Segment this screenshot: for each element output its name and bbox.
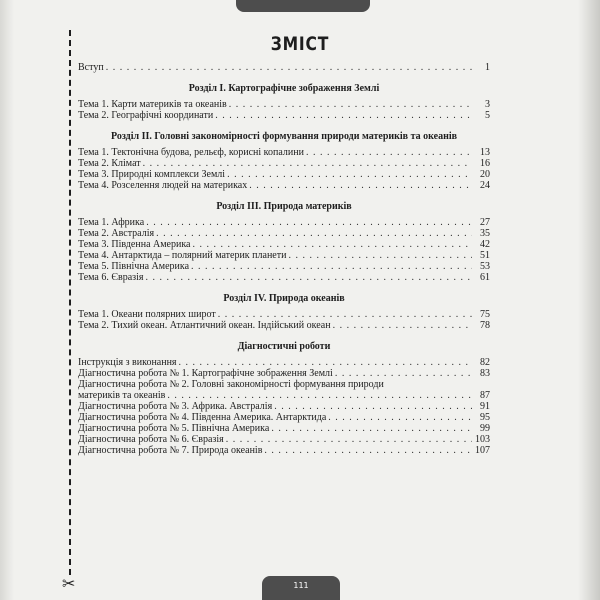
toc-entry[interactable]: [78, 272, 490, 283]
entry-label: Діагностична робота № 7. Природа океанів: [78, 445, 263, 456]
entry-page: 20: [480, 169, 490, 180]
leader-dots: [335, 368, 472, 379]
entry-label: Діагностична робота № 3. Африка. Австралія: [78, 401, 273, 412]
leader-dots: [333, 320, 472, 331]
entry-page: 103: [475, 434, 490, 445]
entry-label: Тема 2. Географічні координати: [78, 110, 214, 121]
toc-entry[interactable]: [78, 180, 490, 191]
leader-dots: [227, 169, 472, 180]
page-number: 111: [293, 581, 309, 590]
entry-label: Тема 1. Карти материків та океанів: [78, 99, 227, 110]
entry-page: 16: [480, 158, 490, 169]
entry-label: Тема 1. Тектонічна будова, рельєф, корисні копалини: [78, 147, 304, 158]
toc-entry[interactable]: [78, 147, 490, 158]
toc-entry[interactable]: [78, 320, 490, 331]
leader-dots: [271, 423, 472, 434]
leader-dots: [306, 147, 472, 158]
leader-dots: [226, 434, 472, 445]
toc-entry[interactable]: [78, 368, 490, 379]
toc-entry[interactable]: [78, 309, 490, 320]
entry-page: 13: [480, 147, 490, 158]
entry-label: Тема 5. Північна Америка: [78, 261, 190, 272]
leader-dots: [106, 62, 472, 73]
entry-page: 53: [480, 261, 490, 272]
entry-page: 107: [475, 445, 490, 456]
toc-entry[interactable]: [78, 217, 490, 228]
top-tab: [236, 0, 370, 12]
entry-label: Інструкція з виконання: [78, 357, 177, 368]
entry-page: 99: [480, 423, 490, 434]
entry-label: Діагностична робота № 6. Євразія: [78, 434, 224, 445]
toc-entry[interactable]: [78, 169, 490, 180]
leader-dots: [145, 272, 472, 283]
entry-label: Тема 2. Клімат: [78, 158, 141, 169]
toc-entry[interactable]: [78, 250, 490, 261]
entry-page: 95: [480, 412, 490, 423]
entry-page: 24: [480, 180, 490, 191]
entry-page: 3: [485, 99, 490, 110]
entry-page: 51: [480, 250, 490, 261]
cut-line: [69, 30, 71, 575]
page-title: ЗМІСТ: [270, 33, 330, 55]
toc-entry-intro[interactable]: [78, 62, 490, 73]
section-heading: Розділ ІІ. Головні закономірності формування природи материків та океанів: [110, 131, 458, 142]
leader-dots: [229, 99, 472, 110]
entry-page: 75: [480, 309, 490, 320]
toc-entry[interactable]: [78, 110, 490, 121]
page-shadow-right: [578, 0, 600, 600]
leader-dots: [179, 357, 472, 368]
entry-page: 5: [485, 110, 490, 121]
section-heading: Діагностичні роботи: [237, 341, 331, 352]
leader-dots: [167, 390, 472, 401]
toc-entry[interactable]: [78, 445, 490, 456]
leader-dots: [218, 309, 472, 320]
toc-entry[interactable]: [78, 379, 490, 401]
leader-dots: [215, 110, 472, 121]
entry-label: Тема 3. Природні комплекси Землі: [78, 169, 226, 180]
entry-label-continued: материків та океанів: [78, 390, 166, 401]
entry-page: 42: [480, 239, 490, 250]
section-heading: Розділ IV. Природа океанів: [223, 293, 345, 304]
leader-dots: [143, 158, 472, 169]
entry-label: Тема 6. Євразія: [78, 272, 144, 283]
leader-dots: [328, 412, 472, 423]
entry-label: Тема 4. Розселення людей на материках: [78, 180, 248, 191]
toc-entry[interactable]: [78, 401, 490, 412]
entry-label: Діагностична робота № 5. Північна Америка: [78, 423, 270, 434]
entry-page: 1: [485, 62, 490, 73]
leader-dots: [191, 261, 472, 272]
entry-page: 35: [480, 228, 490, 239]
page-number-tab: [262, 576, 340, 600]
entry-page: 61: [480, 272, 490, 283]
entry-label: Тема 1. Африка: [78, 217, 145, 228]
toc-entry[interactable]: [78, 423, 490, 434]
entry-page: 78: [480, 320, 490, 331]
entry-label: Тема 3. Південна Америка: [78, 239, 191, 250]
toc-entry[interactable]: [78, 357, 490, 368]
page-shadow-left: [0, 0, 14, 600]
entry-page: 87: [480, 390, 490, 401]
entry-label: Вступ: [78, 62, 104, 73]
toc-entry[interactable]: [78, 99, 490, 110]
entry-page: 91: [480, 401, 490, 412]
toc-entry[interactable]: [78, 261, 490, 272]
scissors-icon: ✂: [62, 574, 76, 593]
entry-label: Тема 4. Антарктида – полярний материк планети: [78, 250, 287, 261]
entry-label: Тема 2. Австралія: [78, 228, 155, 239]
toc-entry[interactable]: [78, 228, 490, 239]
leader-dots: [288, 250, 472, 261]
toc-entry[interactable]: [78, 158, 490, 169]
entry-page: 83: [480, 368, 490, 379]
entry-label: Діагностична робота № 4. Південна Америка. Антарктида: [78, 412, 327, 423]
entry-label: Діагностична робота № 2. Головні закономірності формування природи: [78, 379, 384, 390]
leader-dots: [249, 180, 472, 191]
toc-entry[interactable]: [78, 239, 490, 250]
entry-label: Тема 2. Тихий океан. Атлантичний океан. Індійський океан: [78, 320, 331, 331]
entry-page: 82: [480, 357, 490, 368]
toc-entry[interactable]: [78, 412, 490, 423]
entry-label: Діагностична робота № 1. Картографічне зображення Землі: [78, 368, 333, 379]
leader-dots: [193, 239, 473, 250]
section-heading: Розділ І. Картографічне зображення Землі: [188, 83, 380, 94]
toc-entry[interactable]: [78, 434, 490, 445]
leader-dots: [274, 401, 472, 412]
leader-dots: [156, 228, 472, 239]
entry-page: 27: [480, 217, 490, 228]
entry-label: Тема 1. Океани полярних широт: [78, 309, 216, 320]
section-heading: Розділ ІІІ. Природа материків: [216, 201, 352, 212]
leader-dots: [264, 445, 472, 456]
leader-dots: [146, 217, 472, 228]
table-of-contents: [78, 62, 490, 456]
